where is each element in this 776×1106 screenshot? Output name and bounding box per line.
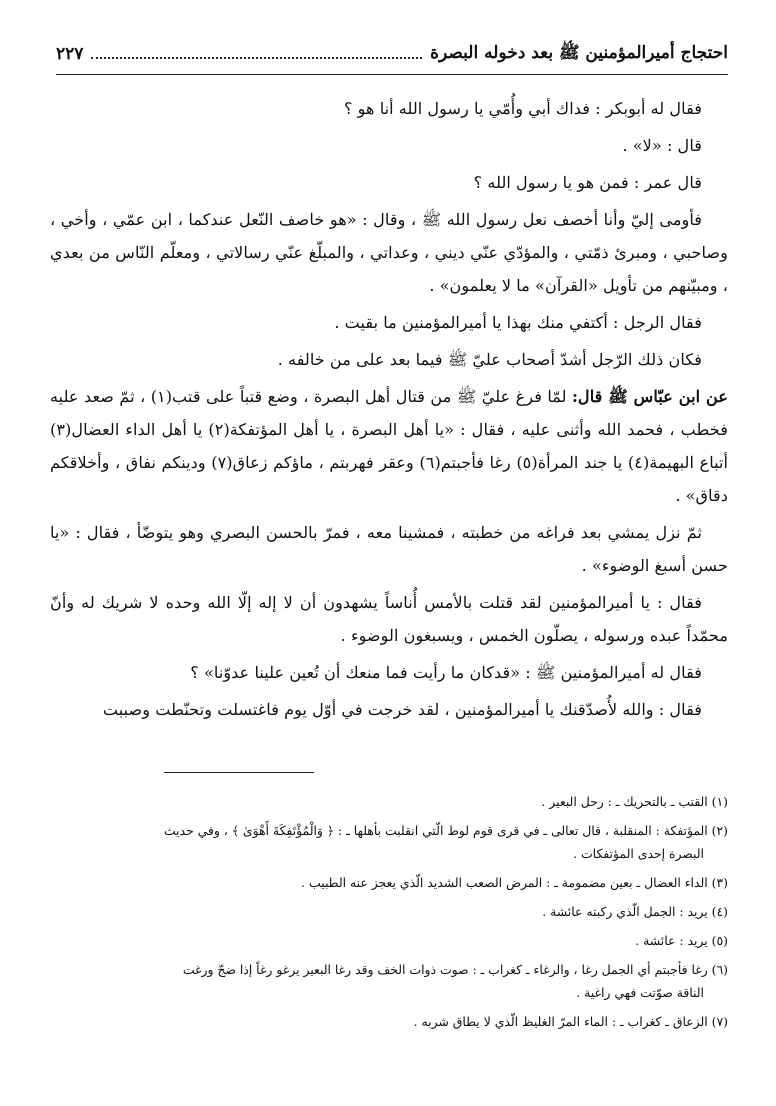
paragraph: فكان ذلك الرّجل أشدّ أصحاب عليّ ﷺ فيما بعد على من خالفه . — [277, 350, 702, 369]
paragraph: فقال له أبوبكر : فداك أبي وأُمّي يا رسول الله أنا هو ؟ — [343, 99, 702, 118]
footnote-4: (٤) يريد : الجمل الّذي ركبته عائشة . — [542, 904, 728, 919]
paragraph: فأومى إليّ وأنا أخصف نعل رسول الله ﷺ ، وقال : «هو خاصف النّعل عندكما ، ابن عمّي ، وأخي ، وصاحبي ، ومبرئ ذمّتي ، والمؤدّي عنّي ديني ، وعداتي ، والمبلّغ عنّي رسالاتي ، ومعلّم النّاس من بعدي ، ومبيّنهم من تأويل «القرآن» ما لا يعلمون» . — [50, 210, 728, 295]
page-number: ٢٢٧ — [56, 44, 84, 64]
footnote-3: (٣) الداء العضال ـ بعين مضمومة ـ : المرض الصعب الشديد الّذي يعجز عنه الطبيب . — [301, 875, 728, 890]
paragraph: ثمّ نزل يمشي بعد فراغه من خطبته ، فمشينا معه ، فمرّ بالحسن البصري وهو يتوضّأ ، فقال : «يا حسن أسبغ الوضوء» . — [50, 523, 728, 575]
paragraph: فقال : والله لأُصدّقنك يا أميرالمؤمنين ، لقد خرجت في أوّل يوم فاغتسلت وتحنّطت وصببت — [102, 700, 702, 719]
paragraph — [50, 380, 728, 512]
paragraph: فقال له أميرالمؤمنين ﷺ : «قدكان ما رأيت فما منعك أن تُعين علينا عدوّنا» ؟ — [190, 663, 702, 682]
footnote-7: (٧) الزعاق ـ كغراب ـ : الماء المرّ الغليظ الّذي لا يطاق شربه . — [413, 1014, 728, 1029]
leader-dots — [91, 57, 422, 59]
footnote-separator — [164, 772, 314, 773]
footnotes — [50, 790, 728, 1039]
footnote-6-text: (٦) رغا فأجبتم أي الجمل رغا ، والرغاء ـ كغراب ـ : صوت ذوات الخف وقد رغا البعير يرغو رغاً إذا ضجّ ورغت — [182, 962, 728, 977]
running-header — [56, 40, 728, 68]
footnote-1: (١) القتب ـ بالتحريك ـ : رحل البعير . — [541, 794, 728, 809]
footnote-5: (٥) يريد : عائشة . — [635, 933, 728, 948]
main-text — [50, 92, 728, 730]
paragraph: فقال الرجل : أكتفي منك بهذا يا أميرالمؤمنين ما بقيت . — [334, 313, 702, 332]
footnote-6 — [50, 958, 728, 1004]
header-rule — [56, 74, 728, 75]
narration-lead: عن ابن عبّاس ﷺ قال: — [571, 387, 728, 406]
chapter-title: احتجاج أميرالمؤمنين ﷺ بعد دخوله البصرة — [430, 42, 728, 63]
paragraph: قال عمر : فمن هو يا رسول الله ؟ — [473, 173, 702, 192]
footnote-2-text: (٢) المؤتفكة : المنقلبة ، قال تعالى ـ في قرى قوم لوط الّتي انقلبت بأهلها ـ : ﴿ وَالْمُؤْتَفِكَةَ أَهْوَىٰ ﴾ ، وفي حديث — [163, 823, 728, 838]
footnote-6-continuation: الناقة صوّتت فهي راغية . — [576, 985, 704, 1000]
paragraph: فقال : يا أميرالمؤمنين لقد قتلت بالأمس أُناساً يشهدون أن لا إله إلّا الله وحده لا شريك له وأنّ محمّداً عبده ورسوله ، يصلّون الخمس ، ويسبغون الوضوء . — [50, 593, 728, 645]
narration-text: لمّا فرغ عليّ ﷺ من قتال أهل البصرة ، وضع قتباً على قتب(١) ، ثمّ صعد عليه فخطب ، فحمد الله وأثنى عليه ، فقال : «يا أهل البصرة ، يا أهل المؤتفكة(٢) يا أهل الداء العضال(٣) أتباع البهيمة(٤) يا جند المرأة(٥) رغا فأجبتم(٦) وعقر فهربتم ، ماؤكم زعاق(٧) ودينكم نفاق ، وأخلاقكم دقاق» . — [50, 387, 729, 505]
footnote-2 — [50, 819, 728, 865]
footnote-2-continuation: البصرة إحدى المؤتفكات . — [573, 846, 704, 861]
paragraph: قال : «لا» . — [622, 136, 702, 155]
